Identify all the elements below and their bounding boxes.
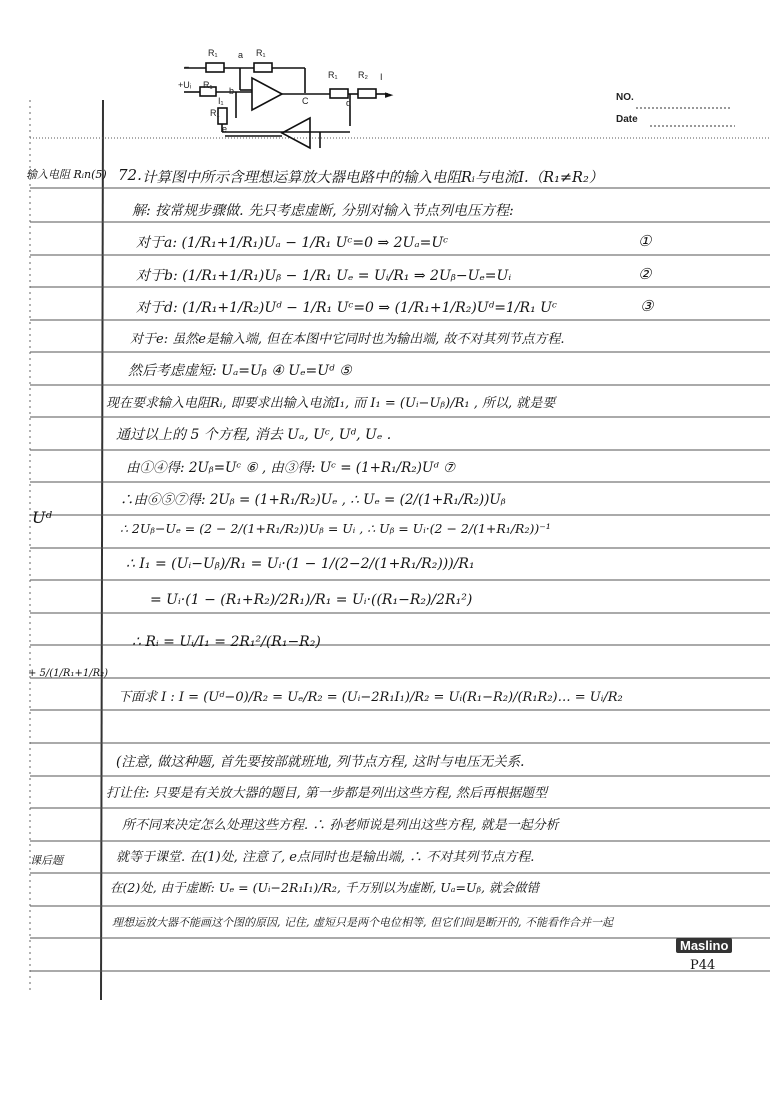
margin-note-input-resistance: 输入电阻 Rᵢn(5)	[26, 168, 107, 181]
circuit-label-r1-a: R₁	[208, 48, 218, 58]
note-node-e: 对于e: 虽然e是输入端, 但在本图中它同时也为输出端, 故不对其列节点方程.	[130, 332, 565, 347]
equation-number-2: ②	[638, 265, 652, 283]
note-line-5: 在(2)处, 由于虚断: Uₑ = (Uᵢ−2R₁I₁)/R₂, 千万别以为虚断, Uₐ=Uᵦ, 就会做错	[110, 880, 539, 895]
derivation-step-3: ∴ 2Uᵦ−Uₑ = (2 − 2/(1+R₁/R₂))Uᵦ = Uᵢ , ∴ Uᵦ = Uᵢ·(2 − 2/(1+R₁/R₂))⁻¹	[120, 521, 551, 536]
svg-text:►: ►	[385, 88, 394, 101]
circuit-label-r2: R₂	[358, 70, 368, 80]
problem-statement: 计算图中所示含理想运算放大器电路中的输入电阻Rᵢ与电流I.（R₁≠R₂）	[142, 170, 604, 186]
circuit-label-r1-b: R₁	[256, 48, 266, 58]
note-line-4: 就等于课堂. 在(1)处, 注意了, e点同时也是输出端, ∴ 不对其列节点方程.	[116, 850, 535, 865]
circuit-label-d: d	[346, 98, 352, 108]
margin-note-ud: Uᵈ	[32, 508, 52, 527]
equation-number-3: ③	[640, 297, 654, 315]
page-number: P44	[690, 958, 716, 973]
date-label: Date	[616, 114, 638, 125]
circuit-label-r1-e: R₁	[328, 70, 338, 80]
circuit-label-c: C	[302, 96, 309, 106]
input-resistance-result: ∴ Rᵢ = Uᵢ/I₁ = 2R₁²/(R₁−R₂)	[132, 634, 321, 650]
circuit-label-a: a	[238, 50, 244, 60]
goal-line-1: 现在要求输入电阻Rᵢ, 即要求出输入电流I₁, 而 I₁ = (Uᵢ−Uᵦ)/R₁ , 所以, 就是要	[106, 396, 556, 411]
equation-node-b: 对于b: (1/R₁+1/R₁)Uᵦ − 1/R₁ Uₑ = Uᵢ/R₁ ⇒ 2Uᵦ−Uₑ=Uᵢ	[136, 268, 512, 284]
equation-node-a: 对于a: (1/R₁+1/R₁)Uₐ − 1/R₁ Uᶜ=0 ⇒ 2Uₐ=Uᶜ	[136, 235, 449, 251]
circuit-label-ui: +Uᵢ	[178, 80, 192, 90]
circuit-label-e: e	[222, 124, 228, 134]
derivation-step-1: 由①④得: 2Uᵦ=Uᶜ ⑥ , 由③得: Uᶜ = (1+R₁/R₂)Uᵈ ⑦	[126, 460, 456, 476]
derivation-step-5: = Uᵢ·(1 − (R₁+R₂)/2R₁)/R₁ = Uᵢ·((R₁−R₂)/2R₁²)	[150, 592, 473, 608]
watermark-logo: Maslino	[676, 938, 732, 953]
note-line-6: 理想运放大器不能画这个图的原因, 记住, 虚短只是两个电位相等, 但它们间是断开的, 不能看作合并一起	[112, 916, 613, 929]
margin-note-fraction: + 5/(1/R₁+1/R₂)	[28, 668, 109, 679]
circuit-label-i: I	[380, 72, 383, 82]
circuit-label-i1: I₁	[218, 96, 224, 106]
no-label: NO.	[616, 92, 634, 103]
virtual-short-equations: 然后考虑虚短: Uₐ=Uᵦ ④ Uₑ=Uᵈ ⑤	[128, 363, 352, 379]
problem-number: 72.	[118, 166, 142, 184]
current-derivation: 下面求 I : I = (Uᵈ−0)/R₂ = Uₑ/R₂ = (Uᵢ−2R₁I₁)/R₂ = Uᵢ(R₁−R₂)/(R₁R₂)… = Uᵢ/R₂	[118, 690, 623, 705]
derivation-step-2: ∴由⑥⑤⑦得: 2Uᵦ = (1+R₁/R₂)Uₑ , ∴ Uₑ = (2/(1+R₁/R₂))Uᵦ	[120, 492, 506, 508]
op-amp-circuit-diagram	[170, 48, 590, 158]
solution-intro: 解: 按常规步骤做. 先只考虑虚断, 分别对输入节点列电压方程:	[132, 203, 514, 219]
equation-number-1: ①	[638, 232, 652, 250]
circuit-label-b: b	[229, 86, 235, 96]
derivation-step-4: ∴ I₁ = (Uᵢ−Uᵦ)/R₁ = Uᵢ·(1 − 1/(2−2/(1+R₁/R₂)))/R₁	[126, 556, 475, 572]
circuit-label-minus: −	[184, 62, 190, 72]
note-line-2: 打让住: 只要是有关放大器的题目, 第一步都是列出这些方程, 然后再根据题型	[106, 786, 548, 801]
circuit-label-r1-c: R₁	[203, 80, 213, 90]
goal-line-2: 通过以上的 5 个方程, 消去 Uₐ, Uᶜ, Uᵈ, Uₑ .	[116, 427, 392, 443]
margin-note-exercise: 课后题	[30, 854, 63, 867]
circuit-label-r1-d: R₁	[210, 108, 220, 118]
note-line-3: 所不同来决定怎么处理这些方程. ∴ 孙老师说是列出这些方程, 就是一起分析	[122, 818, 559, 833]
note-line-1: (注意, 做这种题, 首先要按部就班地, 列节点方程, 这时与电压无关系.	[116, 754, 525, 770]
equation-node-d: 对于d: (1/R₁+1/R₂)Uᵈ − 1/R₁ Uᶜ=0 ⇒ (1/R₁+1/R₂)Uᵈ=1/R₁ Uᶜ	[136, 300, 557, 316]
